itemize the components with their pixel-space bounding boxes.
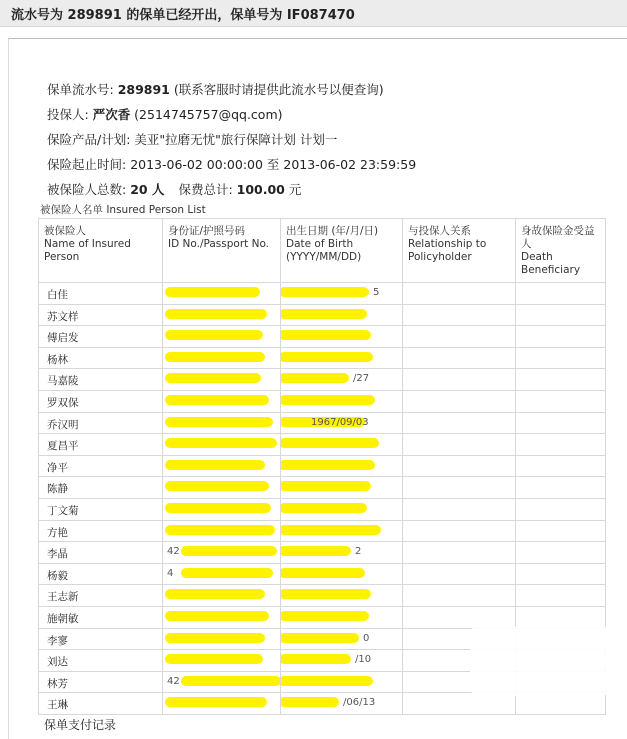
insured-name-cell: 刘达 [39, 650, 163, 672]
birth-date-visible: /10 [355, 654, 372, 666]
column-header-line: 与投保人关系 [408, 225, 471, 237]
insured-name-cell: 王琳 [39, 693, 163, 715]
id-number-visible: 42 [167, 546, 180, 558]
redaction-scribble [281, 697, 340, 707]
table-row [39, 390, 606, 412]
table-row [39, 304, 606, 326]
redaction-scribble [181, 676, 281, 686]
serial-line [47, 80, 384, 98]
birth-date-cell [281, 693, 403, 715]
redaction-scribble [165, 460, 265, 470]
redaction-scribble [281, 525, 382, 535]
id-number-cell [163, 628, 281, 650]
insured-name-cell: 施朝敏 [39, 606, 163, 628]
column-header-line: (YYYY/MM/DD) [286, 251, 362, 263]
table-row [39, 520, 606, 542]
period-value: 2013-06-02 00:00:00 至 2013-06-02 23:59:59 [130, 157, 417, 172]
insured-name-cell: 林芳 [39, 671, 163, 693]
redaction-scribble [165, 589, 265, 599]
serial-note: (联系客服时请提供此流水号以便查询) [169, 82, 384, 97]
birth-date-visible: /06/13 [343, 697, 376, 709]
redaction-scribble [281, 287, 370, 297]
insured-name-cell: 傅启发 [39, 326, 163, 348]
photo-glare [470, 626, 610, 696]
id-number-cell [163, 369, 281, 391]
relationship-cell [403, 283, 516, 305]
insured-name-cell: 方艳 [39, 520, 163, 542]
redaction-scribble [281, 460, 376, 470]
redaction-scribble [281, 611, 370, 621]
insured-count-value: 20 人 [130, 182, 165, 197]
birth-date-cell [281, 520, 403, 542]
beneficiary-cell [516, 455, 606, 477]
beneficiary-cell [516, 563, 606, 585]
birth-date-visible: 1967/09/03 [311, 416, 369, 428]
table-row [39, 455, 606, 477]
table-row [39, 434, 606, 456]
relationship-cell [403, 369, 516, 391]
product-label: 保险产品/计划: [47, 132, 135, 147]
relationship-cell [403, 498, 516, 520]
birth-date-visible: 2 [355, 546, 362, 558]
beneficiary-cell [516, 326, 606, 348]
column-header-line: Person [44, 251, 80, 263]
beneficiary-cell [516, 390, 606, 412]
serial-value: 289891 [117, 82, 170, 97]
birth-date-cell [281, 390, 403, 412]
birth-date-cell [281, 304, 403, 326]
relationship-cell [403, 585, 516, 607]
redaction-scribble [165, 611, 269, 621]
column-header-line: Relationship to [408, 238, 487, 250]
relationship-cell [403, 390, 516, 412]
relationship-cell [403, 412, 516, 434]
redaction-scribble [165, 373, 261, 383]
insured-name-cell: 李晶 [39, 542, 163, 564]
column-header-line: ID No./Passport No. [168, 238, 270, 250]
table-row [39, 585, 606, 607]
birth-date-visible: 0 [363, 632, 370, 644]
beneficiary-cell [516, 477, 606, 499]
premium-unit: 元 [284, 182, 302, 197]
id-number-cell [163, 326, 281, 348]
redaction-scribble [281, 373, 350, 383]
birth-date-cell [281, 585, 403, 607]
insured-name-cell: 王志新 [39, 585, 163, 607]
insured-name-cell: 陈静 [39, 477, 163, 499]
id-number-cell [163, 347, 281, 369]
redaction-scribble [281, 481, 372, 491]
column-header-line: 被保险人 [44, 225, 86, 237]
redaction-scribble [281, 654, 352, 664]
redaction-scribble [281, 395, 376, 405]
birth-date-cell [281, 563, 403, 585]
beneficiary-cell [516, 542, 606, 564]
period-label: 保险起止时间: [47, 157, 131, 172]
birth-date-cell [281, 326, 403, 348]
insured-name-cell: 杨毅 [39, 563, 163, 585]
redaction-scribble [165, 352, 265, 362]
insured-name-cell: 夏昌平 [39, 434, 163, 456]
id-number-cell [163, 606, 281, 628]
table-row [39, 412, 606, 434]
id-number-cell [163, 585, 281, 607]
relationship-cell [403, 606, 516, 628]
redaction-scribble [165, 438, 277, 448]
insured-name-cell: 乔汉明 [39, 412, 163, 434]
redaction-scribble [165, 287, 260, 297]
table-row [39, 347, 606, 369]
relationship-cell [403, 693, 516, 715]
period-line [47, 155, 416, 173]
page-header [0, 0, 627, 27]
table-row [39, 283, 606, 305]
redaction-scribble [165, 503, 271, 513]
id-number-visible: 42 [167, 675, 180, 687]
redaction-scribble [281, 633, 360, 643]
redaction-scribble [281, 352, 374, 362]
id-number-cell [163, 542, 281, 564]
table-row [39, 693, 606, 715]
id-number-cell [163, 498, 281, 520]
table-row [39, 326, 606, 348]
relationship-cell [403, 326, 516, 348]
product-line [47, 130, 337, 148]
redaction-scribble [281, 309, 368, 319]
insured-name-cell: 白佳 [39, 283, 163, 305]
table-row [39, 498, 606, 520]
redaction-scribble [181, 546, 277, 556]
relationship-cell [403, 563, 516, 585]
totals-line [47, 180, 301, 198]
redaction-scribble [165, 697, 267, 707]
birth-date-visible: 5 [373, 287, 380, 298]
insured-name-cell: 李寥 [39, 628, 163, 650]
relationship-cell [403, 434, 516, 456]
birth-date-cell [281, 628, 403, 650]
table-row [39, 369, 606, 391]
id-number-cell [163, 455, 281, 477]
holder-line [47, 105, 283, 123]
page-title: 流水号为 289891 的保单已经开出，保单号为 IF087470 [11, 8, 355, 23]
id-number-visible: 4 [167, 567, 174, 579]
column-header-beneficiary [516, 219, 606, 283]
redaction-scribble [165, 633, 265, 643]
birth-date-cell [281, 369, 403, 391]
beneficiary-cell [516, 347, 606, 369]
product-value: 美亚"拉磨无忧"旅行保障计划 计划一 [134, 132, 338, 147]
column-header-name [39, 219, 163, 283]
column-header-line: 身故保险金受益 [521, 225, 595, 237]
id-number-cell [163, 693, 281, 715]
birth-date-cell [281, 477, 403, 499]
premium-label: 保费总计: [178, 182, 237, 197]
redaction-scribble [165, 417, 273, 427]
insured-count-label: 被保险人总数: [47, 182, 131, 197]
premium-value: 100.00 [236, 182, 285, 197]
insured-name-cell: 苏文样 [39, 304, 163, 326]
beneficiary-cell [516, 434, 606, 456]
id-number-cell [163, 650, 281, 672]
column-header-line: Date of Birth [286, 238, 354, 250]
column-header-line: Policyholder [408, 251, 472, 263]
table-row [39, 477, 606, 499]
relationship-cell [403, 347, 516, 369]
id-number-cell [163, 477, 281, 499]
holder-email: (2514745757@qq.com) [130, 107, 283, 122]
relationship-cell [403, 520, 516, 542]
relationship-cell [403, 542, 516, 564]
beneficiary-cell [516, 498, 606, 520]
holder-label: 投保人: [47, 107, 93, 122]
id-number-cell [163, 520, 281, 542]
column-header-line: Beneficiary [521, 264, 581, 276]
redaction-scribble [281, 676, 374, 686]
holder-name: 严次香 [92, 107, 131, 122]
redaction-scribble [165, 330, 263, 340]
id-number-cell [163, 412, 281, 434]
beneficiary-cell [516, 412, 606, 434]
relationship-cell [403, 455, 516, 477]
id-number-cell [163, 304, 281, 326]
insured-name-cell: 马嘉陵 [39, 369, 163, 391]
id-number-cell [163, 563, 281, 585]
redaction-scribble [165, 309, 267, 319]
redaction-scribble [281, 589, 372, 599]
beneficiary-cell [516, 369, 606, 391]
redaction-scribble [165, 525, 275, 535]
redaction-scribble [281, 330, 372, 340]
column-header-line: 人 [521, 238, 532, 250]
redaction-scribble [165, 481, 269, 491]
insured-name-cell: 净平 [39, 455, 163, 477]
birth-date-cell [281, 606, 403, 628]
birth-date-cell [281, 455, 403, 477]
column-header-relationship [403, 219, 516, 283]
redaction-scribble [281, 568, 366, 578]
payment-record-label: 保单支付记录 [44, 718, 117, 732]
column-header-line: Name of Insured [44, 238, 131, 250]
relationship-cell [403, 477, 516, 499]
column-header-dob [281, 219, 403, 283]
beneficiary-cell [516, 304, 606, 326]
birth-date-visible: /27 [353, 373, 370, 385]
birth-date-cell [281, 498, 403, 520]
redaction-scribble [281, 546, 352, 556]
birth-date-cell [281, 650, 403, 672]
table-header-row [39, 219, 606, 283]
birth-date-cell [281, 671, 403, 693]
redaction-scribble [165, 654, 263, 664]
insured-list-caption: 被保险人名单 Insured Person List [40, 204, 206, 216]
relationship-cell [403, 304, 516, 326]
column-header-line: 身份证/护照号码 [168, 225, 246, 237]
birth-date-cell [281, 542, 403, 564]
redaction-scribble [165, 395, 269, 405]
id-number-cell [163, 283, 281, 305]
birth-date-cell [281, 412, 403, 434]
table-row [39, 606, 606, 628]
id-number-cell [163, 434, 281, 456]
column-header-line: Death [521, 251, 553, 263]
column-header-id [163, 219, 281, 283]
beneficiary-cell [516, 520, 606, 542]
redaction-scribble [181, 568, 273, 578]
table-row [39, 542, 606, 564]
beneficiary-cell [516, 606, 606, 628]
birth-date-cell [281, 283, 403, 305]
redaction-scribble [281, 503, 368, 513]
column-header-line: 出生日期 (年/月/日) [286, 225, 379, 237]
beneficiary-cell [516, 283, 606, 305]
id-number-cell [163, 671, 281, 693]
beneficiary-cell [516, 693, 606, 715]
serial-label: 保单流水号: [47, 82, 118, 97]
id-number-cell [163, 390, 281, 412]
table-row [39, 563, 606, 585]
redaction-scribble [281, 438, 380, 448]
birth-date-cell [281, 434, 403, 456]
insured-name-cell: 丁文菊 [39, 498, 163, 520]
birth-date-cell [281, 347, 403, 369]
insured-name-cell: 杨林 [39, 347, 163, 369]
beneficiary-cell [516, 585, 606, 607]
insured-name-cell: 罗双保 [39, 390, 163, 412]
